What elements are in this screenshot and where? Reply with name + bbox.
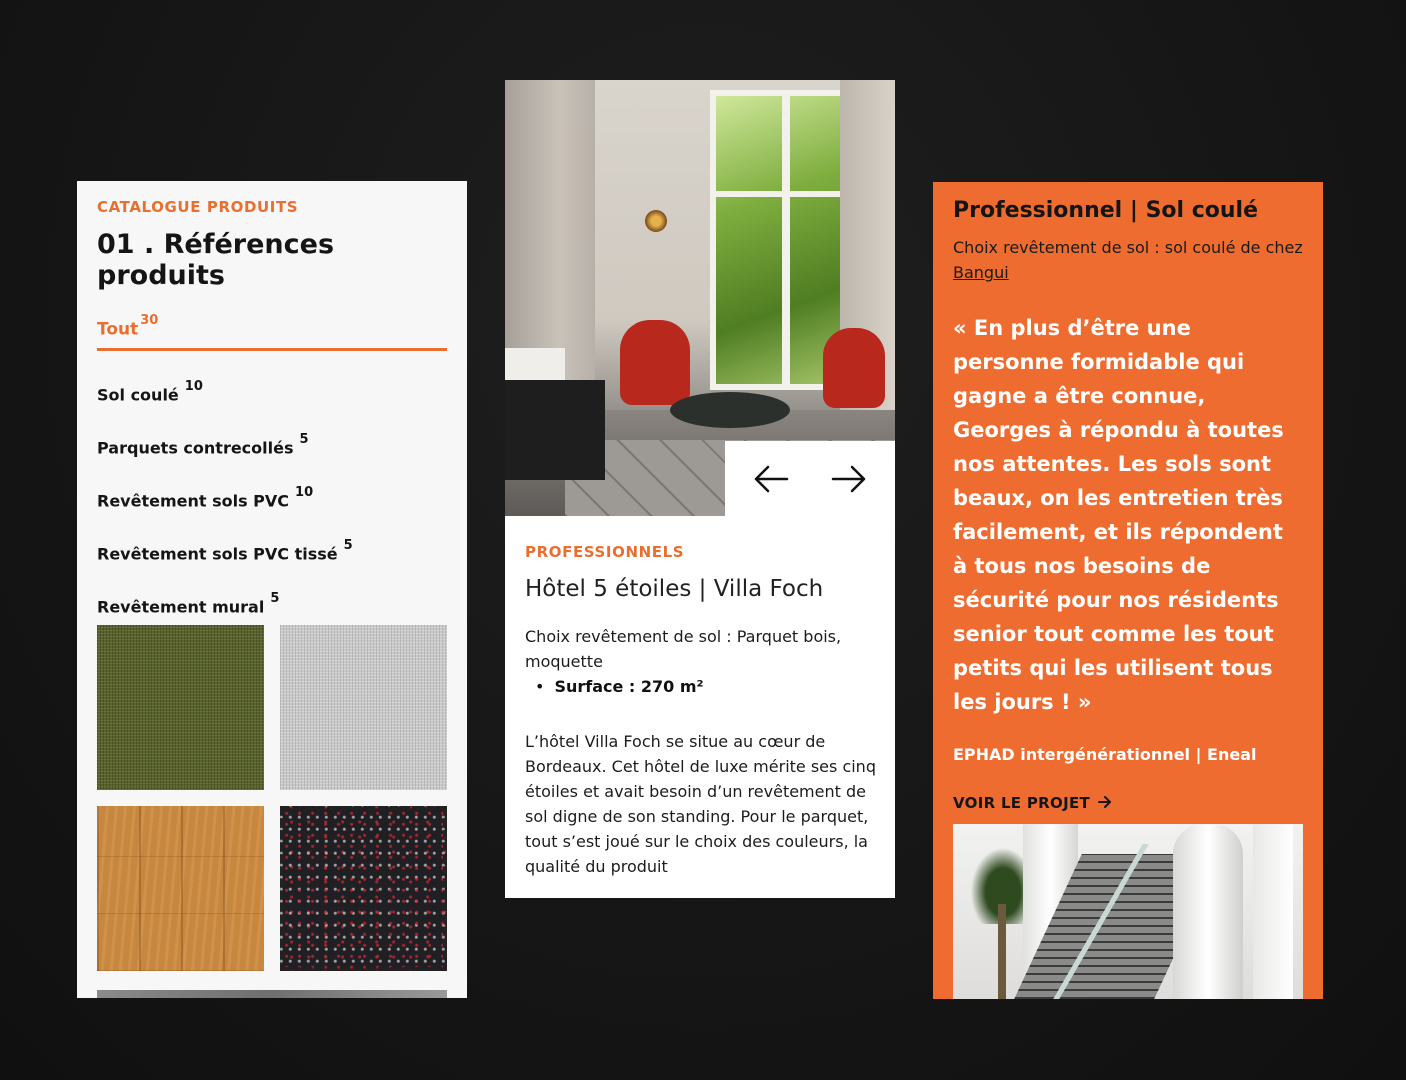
category-count: 5 bbox=[270, 590, 280, 606]
category-label: Sol coulé bbox=[97, 384, 179, 404]
category-count: 5 bbox=[299, 431, 309, 447]
catalog-eyebrow: CATALOGUE PRODUITS bbox=[97, 198, 299, 216]
photo-column bbox=[1253, 824, 1293, 999]
view-project-label: VOIR LE PROJET bbox=[953, 794, 1091, 812]
tab-all-count: 30 bbox=[140, 313, 159, 328]
photo-palm-trunk bbox=[998, 904, 1006, 999]
photo-sofa bbox=[505, 380, 605, 480]
category-item[interactable] bbox=[97, 371, 447, 424]
testimonial-quote: « En plus d’être une personne formidable qui gagne a être connue, Georges à répondu à toutes nos attentes. Les sols sont beaux, on les entretien très facilement, et ils répondent à tous nos besoins de sécurité pour nos résidents senior tout comme les tout petits qui les utilisent tous les jours ! » bbox=[953, 316, 1284, 714]
testimonial-title: Professionnel | Sol coulé bbox=[953, 198, 1259, 223]
hotel-eyebrow: PROFESSIONNELS bbox=[525, 543, 685, 561]
hotel-specs bbox=[535, 674, 880, 699]
category-label: Revêtement mural bbox=[97, 596, 265, 616]
arrow-right-icon bbox=[1098, 794, 1112, 812]
swatch-rubber-tile[interactable] bbox=[280, 806, 447, 971]
category-label: Parquets contrecollés bbox=[97, 437, 294, 457]
hotel-floor-choice: Choix revêtement de sol : Parquet bois, moquette bbox=[525, 627, 842, 671]
category-item[interactable] bbox=[97, 477, 447, 530]
category-label: Revêtement sols PVC tissé bbox=[97, 543, 338, 563]
swatch-next-peek bbox=[97, 990, 447, 998]
photo-red-chair bbox=[620, 320, 690, 405]
carousel-controls bbox=[725, 441, 895, 517]
project-staircase-photo bbox=[953, 824, 1303, 999]
photo-wall-lamp bbox=[645, 210, 667, 232]
catalog-panel bbox=[77, 181, 467, 998]
photo-column bbox=[1173, 824, 1243, 999]
prev-arrow-icon[interactable] bbox=[751, 459, 791, 499]
hotel-title: Hôtel 5 étoiles | Villa Foch bbox=[525, 576, 824, 602]
hotel-project-panel bbox=[505, 80, 895, 898]
testimonial-panel bbox=[933, 182, 1323, 999]
category-count: 10 bbox=[295, 484, 314, 500]
tab-all-label: Tout bbox=[97, 319, 139, 340]
category-item[interactable] bbox=[97, 530, 447, 583]
view-project-button[interactable] bbox=[953, 794, 1112, 812]
category-count: 5 bbox=[343, 537, 353, 553]
next-arrow-icon[interactable] bbox=[829, 459, 869, 499]
category-list bbox=[97, 371, 447, 636]
category-count: 10 bbox=[184, 378, 203, 394]
tab-all[interactable] bbox=[97, 313, 447, 351]
swatch-green-carpet[interactable] bbox=[97, 625, 264, 790]
category-item[interactable] bbox=[97, 424, 447, 477]
hotel-project-body bbox=[525, 543, 880, 879]
catalog-title: 01 . Références produits bbox=[97, 229, 335, 291]
hotel-surface: • Surface : 270 m² bbox=[535, 674, 880, 699]
testimonial-author: EPHAD intergénérationnel | Eneal bbox=[953, 745, 1257, 764]
photo-red-chair bbox=[823, 328, 885, 408]
category-label: Revêtement sols PVC bbox=[97, 490, 290, 510]
testimonial-floor-choice bbox=[953, 235, 1303, 285]
floor-choice-text: Choix revêtement de sol : sol coulé de chez bbox=[953, 238, 1303, 257]
hotel-description: L’hôtel Villa Foch se situe au cœur de Bordeaux. Cet hôtel de luxe mérite ses cinq étoiles et avait besoin d’un revêtement de sol digne de son standing. Pour le parquet, tout s’est joué sur le choix des couleurs, la qualité du produit bbox=[525, 732, 876, 876]
brand-link[interactable]: Bangui bbox=[953, 263, 1009, 282]
swatch-grey-fabric[interactable] bbox=[280, 625, 447, 790]
swatch-wood-parquet[interactable] bbox=[97, 806, 264, 971]
photo-coffee-table bbox=[670, 392, 790, 428]
